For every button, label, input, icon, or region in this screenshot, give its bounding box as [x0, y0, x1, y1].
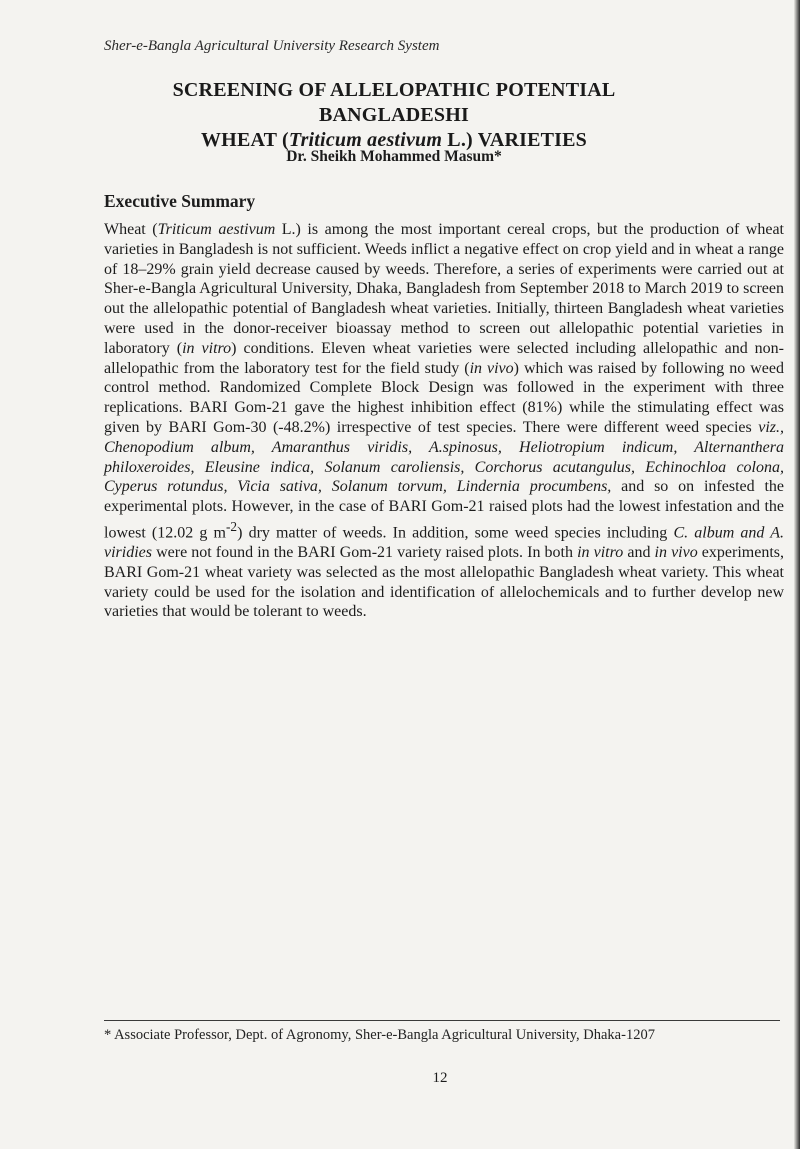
running-header: Sher-e-Bangla Agricultural University Research System — [104, 38, 440, 54]
summary-text: were not found in the BARI Gom-21 variety raised plots. In both — [152, 544, 578, 562]
summary-text: ) dry matter of weeds. In addition, some weed species including — [237, 524, 674, 542]
summary-text: and so on infested the experimental plots. However, in the case of BARI Gom-21 raised plots had the lowest infestation and the lowest (12.02 g m — [104, 478, 784, 542]
page-edge-shadow — [794, 0, 800, 1149]
paper-title — [104, 78, 684, 153]
summary-italic: Triticum aestivum — [157, 221, 276, 238]
summary-italic: in vitro — [577, 544, 624, 562]
summary-italic: C. album and A. viridies — [104, 524, 785, 562]
title-line-2-prefix: WHEAT ( — [200, 129, 289, 151]
summary-text: ) conditions. Eleven wheat varieties were selected including allelopathic and non-allelopathic from the laboratory test for the field study ( — [104, 339, 785, 377]
footnote: * Associate Professor, Dept. of Agronomy, Sher-e-Bangla Agricultural University, Dhaka-1207 — [104, 1027, 655, 1043]
title-species-name: Triticum aestivum — [288, 129, 443, 151]
summary-text: and — [623, 544, 655, 562]
title-line-1: SCREENING OF ALLELOPATHIC POTENTIAL BANGLADESHI — [172, 79, 616, 126]
author-name: Dr. Sheikh Mohammed Masum* — [286, 148, 502, 165]
summary-text: Wheat ( — [104, 221, 158, 238]
summary-text: ) which was raised by following no weed control method. Randomized Complete Block Design was followed in the experiment with three replications. BARI Gom-21 gave the highest inhibition effect (81%) while the stimulating effect was given by BARI Gom-30 (-48.2%) irrespective of test species. There were different weed species — [104, 359, 784, 436]
summary-weed-species: viz., Chenopodium album, Amaranthus viridis, A.spinosus, Heliotropium indicum, Alternanthera philoxeroides, Eleusine indica, Solanum caroliensis, Corchorus acutangulus, Echinochloa colona, Cyperus rotundus, Vicia sativa, Solanum torvum, Lindernia procumbens, — [104, 418, 784, 496]
page-number: 12 — [432, 1070, 448, 1086]
summary-italic: in vitro — [182, 339, 232, 357]
title-line-2-suffix: L.) VARIETIES — [442, 129, 588, 151]
summary-text: experiments, BARI Gom-21 wheat variety was selected as the most allelopathic Bangladesh wheat variety. This wheat variety could be used for the isolation and identification of allelochemicals and to further develop new varieties that would be tolerant to weeds. — [104, 544, 785, 621]
executive-summary-paragraph — [104, 220, 784, 622]
summary-text: L.) is among the most important cereal crops, but the production of wheat varieties in Bangladesh is not sufficient. Weeds inflict a negative effect on crop yield and in wheat a range of 18–29% grain yield decrease caused by weeds. Therefore, a series of experiments were carried out at Sher-e-Bangla Agricultural University, Dhaka, Bangladesh from September 2018 to March 2019 to screen out the allelopathic potential of Bangladesh wheat varieties. Initially, thirteen Bangladesh wheat varieties were used in the donor-receiver bioassay method to screen out allelopathic potential varieties in laboratory ( — [104, 221, 785, 357]
summary-superscript: -2 — [225, 518, 238, 534]
summary-italic: in vivo — [469, 359, 514, 377]
summary-italic: in vivo — [654, 544, 698, 562]
footnote-divider — [104, 1020, 780, 1021]
section-heading: Executive Summary — [104, 191, 256, 211]
